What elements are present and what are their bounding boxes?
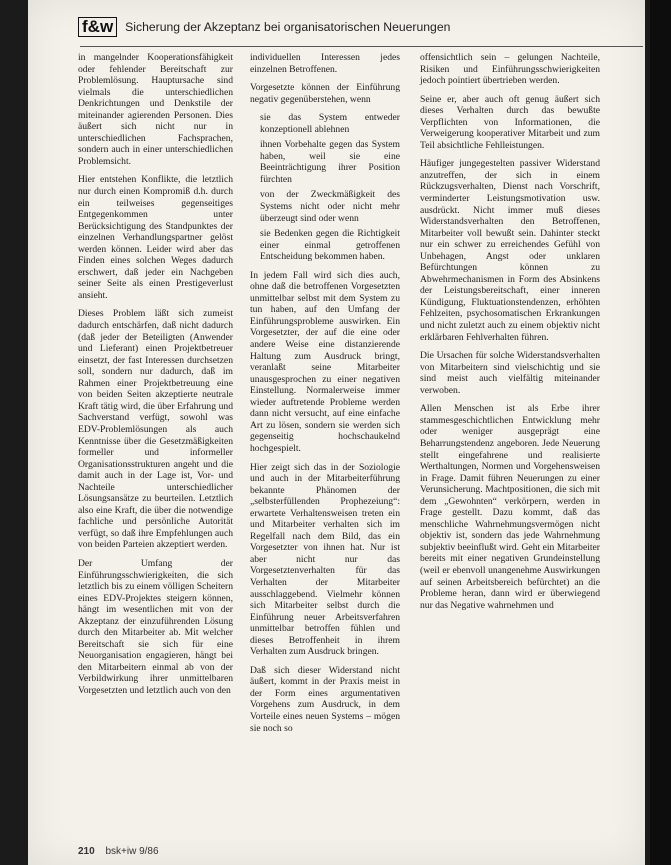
paragraph: In jedem Fall wird sich dies auch, ohne daß die betroffenen Vorgesetzten unmittelbar selbst mit dem System zu tun haben, auf den Umfang der Einführungsprobleme auswirken. Ein Vorgesetzter, der auf die eine oder andere Weise eine distanzierende Haltung zum Ausdruck bringt, veranlaßt seine Mitarbeiter unausgesprochen zu einer negativen Einstellung. Normalerweise immer wieder auftretende Probleme werden dann nicht versucht, auf eine einfache Art zu lösen, sondern sie werden sich gegenseitig hochschaukelnd hochgespielt.: [250, 269, 400, 454]
condition-list: [250, 112, 400, 263]
paragraph: Allen Menschen ist als Erbe ihrer stammesgeschichtlichen Entwicklung mehr oder weniger ausgeprägt eine Beharrungstendenz angeboren. Jede Neuerung stellt eingefahrene und realisierte Werthaltungen, Normen und Vorgehensweisen in Frage. Damit führen Neuerungen zu einer Verunsicherung. Machtpositionen, die sich mit dem „Gewohnten“ verkörpern, werden in Frage gestellt. Dazu kommt, daß das menschliche Wahrnehmungsvermögen nicht objektiv ist, sondern das jede Wahrnehmung subjektiv beeinflußt wird. Geht ein Mitarbeiter bereits mit einer negativen Grundeinstellung (weil er ebenvoll unangenehme Auswirkungen auf seinen Arbeitsbereich befürchtet) an die Probleme heran, dann wird er überwiegend nur das Negative wahrnehmen und: [420, 403, 600, 611]
running-title: Sicherung der Akzeptanz bei organisatorischen Neuerungen: [125, 20, 451, 34]
paragraph: offensichtlich sein – gelungen Nachteile, Risiken und Einführungsschwierigkeiten jedoch pointiert übertrieben werden.: [420, 52, 600, 87]
text-column-1: [78, 52, 233, 704]
paragraph: Vorgesetzte können der Einführung negativ gegenüberstehen, wenn: [250, 82, 400, 105]
binding-edge: [650, 0, 671, 865]
paragraph: Die Ursachen für solche Widerstandsverhalten von Mitarbeitern sind vielschichtig und sie sind meist auch vielfältig miteinander verwoben.: [420, 350, 600, 396]
paragraph: Daß sich dieser Widerstand nicht äußert, kommt in der Praxis meist in der Form eines argumentativen Vorgehens zum Ausdruck, in dem Vorteile eines neuen Systems – mögen sie noch so: [250, 664, 400, 734]
page-footer: [78, 846, 159, 857]
list-item: ihnen Vorbehalte gegen das System haben, weil sie eine Beeinträchtigung ihrer Position fürchten: [260, 139, 400, 185]
text-column-2: [250, 52, 400, 741]
list-item: von der Zweckmäßigkeit des Systems nicht oder nicht mehr überzeugt sind oder wenn: [260, 189, 400, 224]
paragraph: individuellen Interessen jedes einzelnen Betroffenen.: [250, 52, 400, 75]
running-header: [78, 14, 638, 40]
list-item: sie das System entweder konzeptionell ablehnen: [260, 112, 400, 135]
paragraph: Der Umfang der Einführungsschwierigkeiten, die sich letztlich bis zu einem völligen Scheitern eines EDV-Projektes steigern können, hängt im wesentlichen mit von der Akzeptanz der einzuführenden Lösung durch den Mitarbeiter ab. Mit welcher Bereitschaft sie sich für eine Neuorganisation engagieren, hängt bei den Mitarbeitern einmal ab von der Verbildwirkung ihrer unmittelbaren Vorgesetzten und letztlich auch von den: [78, 557, 233, 696]
header-rule: [80, 46, 643, 47]
page-number: 210: [78, 846, 95, 857]
text-column-3: [420, 52, 600, 618]
paragraph: Hier entstehen Konflikte, die letztlich nur durch einen Kompromiß d.h. durch ein teilweises gegenseitiges Entgegenkommen unter Berücksichtigung des Standpunktes der einzelnen Verhandlungspartner gelöst werden können. Leider wird aber das Finden eines solchen Weges dadurch erschwert, daß jeder ein Nachgeben seiner Seite als einen Prestigeverlust ansieht.: [78, 174, 233, 301]
journal-logo: f&w: [78, 17, 117, 37]
paragraph: Häufiger jungegestelten passiver Widerstand anzutreffen, der sich in einem Rückzugsverhalten, Dienst nach Vorschrift, verminderter Leistungsmotivation usw. ausdrückt. Nicht immer muß dieses Widerstandsverhalten den Betroffenen, Mitarbeiter voll bewußt sein. Dahinter steckt nur ein schwer zu erreichendes Gefühl von Unbehagen, Angst oder unklaren Befürchtungen können zu Abwehrmechanismen in Form des Absinkens der Leistungsbereitschaft, einer inneren Kündigung, Fluktuationstendenzen, erhöhten Fehlzeiten, psychosomatischen Erkrankungen und nicht zuletzt auch zu einem objektiv nicht erklärbaren Fehlverhalten führen.: [420, 158, 600, 343]
list-item: sie Bedenken gegen die Richtigkeit einer einmal getroffenen Entscheidung bekommen haben.: [260, 228, 400, 263]
paragraph: Hier zeigt sich das in der Soziologie und auch in der Mitarbeiterführung bekannte Phänomen der „selbsterfüllenden Prophezeiung“: erwartete Verhaltensweisen treten ein und Mitarbeiter verhalten sich im Regelfall nach dem Bild, das ein Vorgesetzter von ihnen hat. Nur ist aber nicht nur das Vorgesetztenverhalten für das Verhalten der Mitarbeiter ausschlaggebend. Vielmehr können sich Mitarbeiter selbst durch die Einführung neuer Arbeitsverfahren unmittelbar betroffen fühlen und dieses Betroffenheit in ihrem Verhalten zum Ausdruck bringen.: [250, 461, 400, 658]
journal-issue: bsk+iw 9/86: [105, 846, 159, 857]
paragraph: in mangelnder Kooperationsfähigkeit oder fehlender Bereitschaft zur Problemlösung. Hauptursache sind vielmals die unterschiedlichen Denkrichtungen und Denkstile der miteinander agierenden Personen. Dies äußert sich nicht nur in unterschiedlichen Fachsprachen, sondern auch in einer unterschiedlichen Problemsicht.: [78, 52, 233, 167]
paragraph: Seine er, aber auch oft genug äußert sich dieses Verhalten durch das bewußte Verpflichten von Informationen, die Verweigerung kooperativer Mitarbeit und zum Teil absichtliche Fehlleistungen.: [420, 93, 600, 151]
paragraph: Dieses Problem läßt sich zumeist dadurch entschärfen, daß nicht dadurch (daß jeder der Beteiligten (Anwender und Lieferant) einen Projektbetreuer einsetzt, der fast Interessen durchsetzen soll, sondern nur dadurch, daß im Rahmen einer Projektbetreuung eine von beiden Seiten akzeptierte neutrale Kraft tätig wird, die über Erfahrung und Sachverstand verfügt, sowohl was EDV-Problemlösungen als auch Kenntnisse über die Gesetzmäßigkeiten formeller und informeller Organisationsstrukturen angeht und die damit auch in der Lage ist, Vor- und Nachteile unterschiedlicher Lösungsansätze zu beurteilen. Letztlich also eine Kraft, die über die notwendige fachliche und persönliche Autorität verfügt, so daß ihre Empfehlungen auch von beiden Parteien akzeptiert werden.: [78, 308, 233, 551]
